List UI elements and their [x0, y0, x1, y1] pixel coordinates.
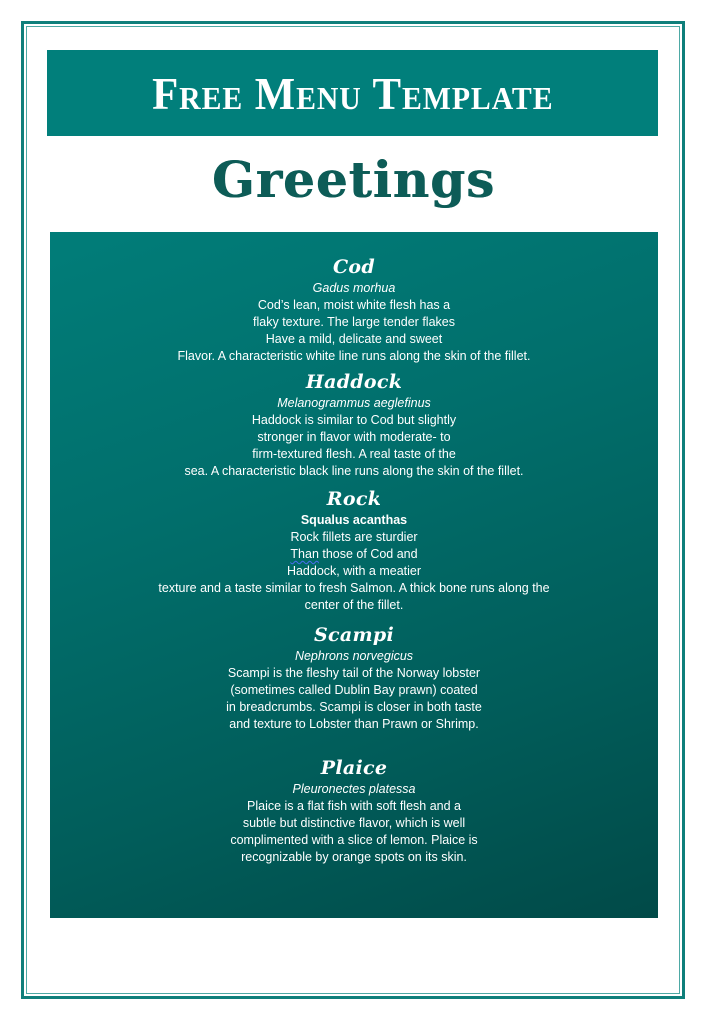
item-description-line: Scampi is the fleshy tail of the Norway lobster	[227, 666, 481, 680]
spellcheck-flagged-word[interactable]: Than	[290, 547, 319, 561]
item-description-line	[50, 546, 658, 563]
item-description-line: recognizable by orange spots on its skin.	[241, 850, 467, 864]
item-latin-name: Gadus morhua	[312, 281, 396, 295]
item-description-line: and texture to Lobster than Prawn or Shrimp.	[229, 717, 479, 731]
item-name: Haddock	[305, 371, 403, 393]
page-title: Free Menu Template	[151, 68, 554, 119]
item-description-line: flaky texture. The large tender flakes	[253, 315, 455, 329]
item-description-line: Haddock, with a meatier	[286, 564, 422, 578]
item-latin-name: Pleuronectes platessa	[292, 782, 416, 796]
item-description-line: Rock fillets are sturdier	[290, 530, 418, 544]
menu-item-rock	[50, 486, 658, 614]
item-description-line: center of the fillet.	[304, 598, 404, 612]
item-description-line: Have a mild, delicate and sweet	[265, 332, 443, 346]
item-description-line: in breadcrumbs. Scampi is closer in both taste	[226, 700, 482, 714]
item-latin-name: Nephrons norvegicus	[294, 649, 414, 663]
item-name: Cod	[333, 256, 375, 278]
item-description-line: Plaice is a flat fish with soft flesh and a	[247, 799, 461, 813]
item-description-line: subtle but distinctive flavor, which is well	[242, 816, 466, 830]
title-banner	[47, 50, 658, 136]
greetings-heading: Greetings	[211, 150, 496, 209]
item-name: Plaice	[320, 757, 388, 779]
item-description-line: sea. A characteristic black line runs along the skin of the fillet.	[184, 464, 524, 478]
item-description-text: those of Cod and	[318, 547, 418, 561]
item-name: Scampi	[313, 624, 394, 646]
item-latin-name: Squalus acanthas	[300, 513, 408, 527]
menu-panel	[50, 232, 658, 918]
item-description-line: texture and a taste similar to fresh Salmon. A thick bone runs along the	[158, 581, 550, 595]
item-description-line: Flavor. A characteristic white line runs along the skin of the fillet.	[177, 349, 531, 363]
menu-item-scampi	[50, 622, 658, 733]
menu-item-cod	[50, 254, 658, 365]
item-latin-name: Melanogrammus aeglefinus	[277, 396, 431, 410]
menu-item-haddock	[50, 369, 658, 480]
item-description-line: firm-textured flesh. A real taste of the	[252, 447, 456, 461]
item-description-line: complimented with a slice of lemon. Plaice is	[230, 833, 478, 847]
item-description-line: stronger in flavor with moderate- to	[257, 430, 451, 444]
item-description-line: Cod’s lean, moist white flesh has a	[257, 298, 451, 312]
item-name: Rock	[326, 488, 382, 510]
item-description-line: (sometimes called Dublin Bay prawn) coated	[230, 683, 478, 697]
item-description-line: Haddock is similar to Cod but slightly	[251, 413, 457, 427]
menu-item-plaice	[50, 755, 658, 866]
